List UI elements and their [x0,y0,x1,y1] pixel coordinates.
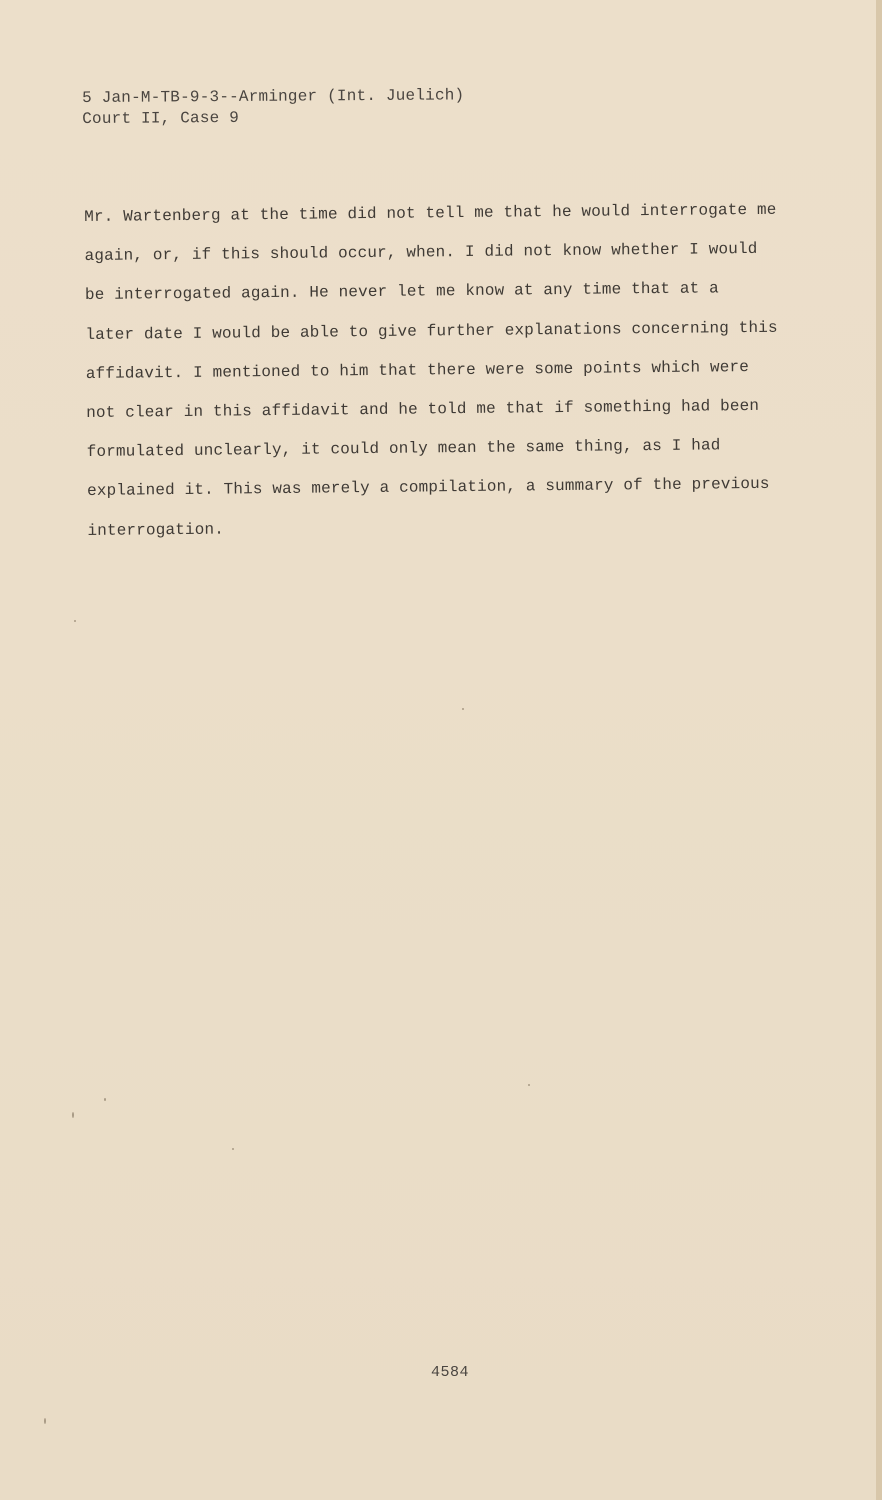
paragraph-line: be interrogated again. He never let me know at any time that at a [84,279,719,305]
page-number: 4584 [431,1364,470,1381]
paper-speck [104,1098,106,1101]
paper-speck [232,1148,234,1150]
paragraph-line: again, or, if this should occur, when. I did not know whether I would [84,240,758,266]
header-reference-line: 5 Jan-M-TB-9-3--Arminger (Int. Juelich) [82,86,465,107]
paragraph-line: Mr. Wartenberg at the time did not tell me that he would interrogate me [84,200,777,226]
paper-speck [72,1112,74,1118]
paragraph-line: affidavit. I mentioned to him that there were some points which were [85,357,750,383]
header-court-line: Court II, Case 9 [82,108,240,128]
paper-speck [44,1418,46,1424]
paragraph-line: formulated unclearly, it could only mean the same thing, as I had [86,436,721,462]
paragraph-line: explained it. This was merely a compilation, a summary of the previous [86,475,770,501]
paragraph-line: not clear in this affidavit and he told me that if something had been [86,396,760,423]
paper-speck [528,1084,530,1086]
paper-speck [462,708,464,710]
testimony-paragraph [84,191,788,551]
document-header [82,85,465,130]
paper-speck [74,620,76,622]
paragraph-line: interrogation. [87,520,225,540]
paragraph-line: later date I would be able to give further explanations concerning this [85,318,778,344]
